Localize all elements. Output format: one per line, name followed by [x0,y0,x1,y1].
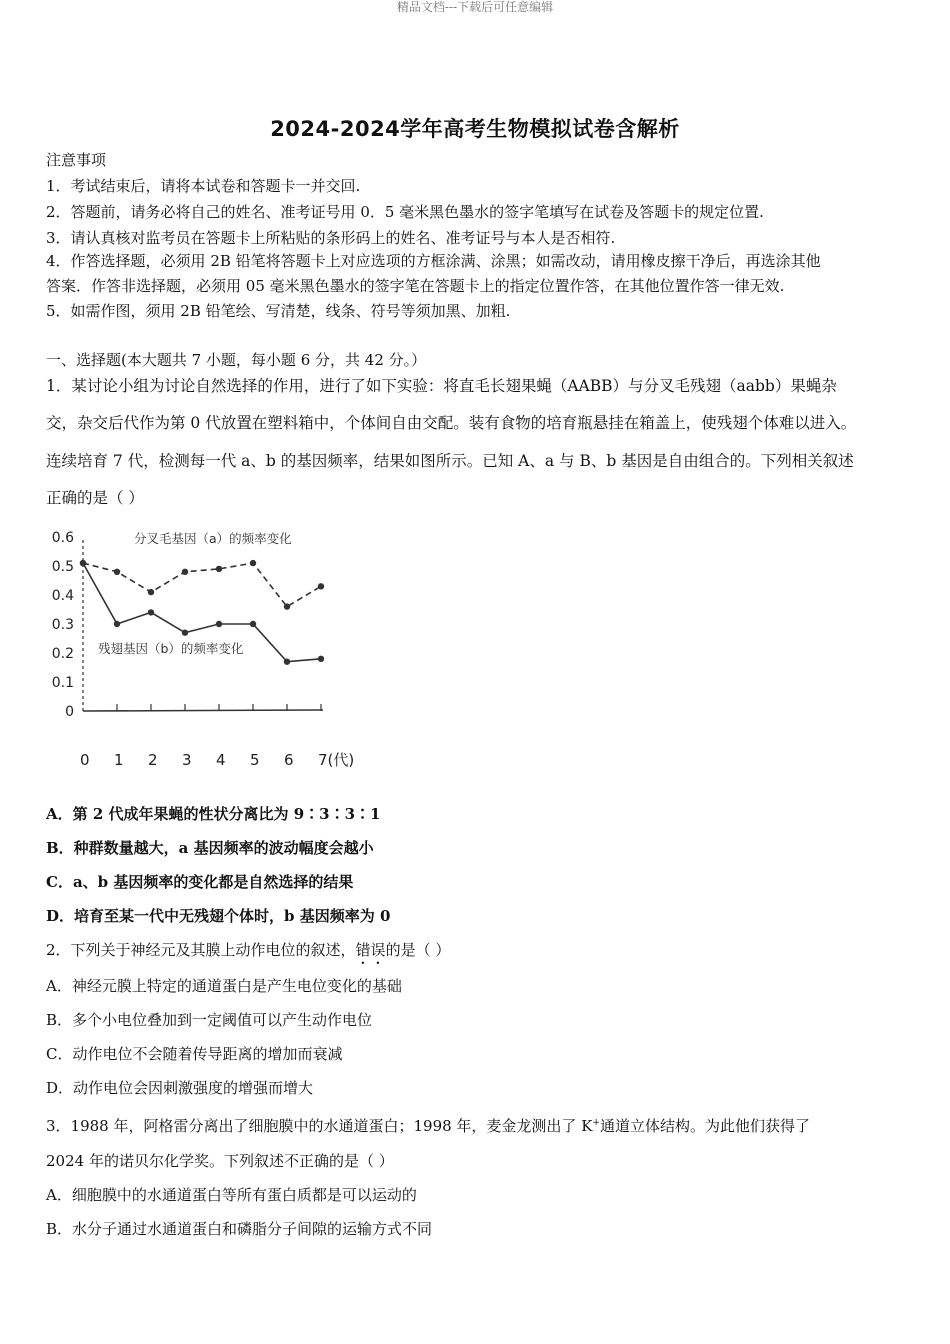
q3-stem-text: 3．1988 年，阿格雷分离出了细胞膜中的水通道蛋白；1998 年，麦金龙测出了 K [46,1117,593,1135]
y-tick-label: 0.3 [51,617,74,633]
q3-stem-line1 [46,1113,810,1136]
y-tick-label: 0.1 [51,675,74,691]
x-tick-label: 1 [114,751,124,769]
notice-heading: 注意事项 [46,151,107,169]
x-tick-label: 6 [284,751,294,769]
x-tick-label: 7(代) [318,751,355,769]
x-tick-label: 3 [182,751,192,769]
series-b-point [148,609,154,615]
series-a-point [182,569,188,575]
notice-item: 5．如需作图，须用 2B 铅笔绘、写清楚，线条、符号等须加黑、加粗. [46,302,511,320]
series-a-point [216,566,222,572]
chart-labels [52,530,355,769]
x-tick-label: 5 [250,751,260,769]
x-tick-label: 2 [148,751,158,769]
section-heading: 一、选择题(本大题共 7 小题，每小题 6 分，共 42 分。） [46,351,427,369]
q3-stem-line2: 2024 年的诺贝尔化学奖。下列叙述不正确的是（ ） [46,1152,394,1170]
series-b-point [318,656,324,662]
header-note: 精品文档---下载后可任意编辑 [396,0,554,14]
series-b-point [80,560,86,566]
notice-item: 答案．作答非选择题，必须用 05 毫米黑色墨水的签字笔在答题卡上的指定位置作答，在其他位置作答一律无效. [46,277,785,295]
q3-option-b: B．水分子通过水通道蛋白和磷脂分子间隙的运输方式不同 [46,1220,433,1238]
series-b-point [216,621,222,627]
q1-option-b: B．种群数量越大，a 基因频率的波动幅度会越小 [46,839,374,857]
q3-stem-text-end: 通道立体结构。为此他们获得了 [599,1117,810,1135]
series-a-point [114,569,120,575]
series-b-point [114,621,120,627]
x-tick-label: 4 [216,751,226,769]
q1-stem-line: 交，杂交后代作为第 0 代放置在塑料箱中，个体间自由交配。装有食物的培育瓶悬挂在箱盖上，使残翅个体难以进入。 [46,414,857,432]
y-tick-label: 0.2 [51,646,74,662]
q1-option-a: A．第 2 代成年果蝇的性状分离比为 9∶3∶3∶1 [46,805,381,823]
y-tick-label: 0.5 [51,559,74,575]
q2-stem-text: 2．下列关于神经元及其膜上动作电位的叙述， [46,941,356,959]
notice-item: 1．考试结束后，请将本试卷和答题卡一并交回. [46,177,361,195]
q3-superscript: + [592,1118,600,1128]
series-a-point [318,583,324,589]
q2-stem-emphasis: 错误 [355,941,386,959]
page-title: 2024-2024学年高考生物模拟试卷含解析 [270,117,680,141]
q2-stem [46,940,450,968]
q2-option-b: B．多个小电位叠加到一定阈值可以产生动作电位 [46,1011,373,1029]
series-a-point [284,603,290,609]
series-b-point [250,621,256,627]
x-tick-label: 0 [80,751,90,769]
y-tick-label: 0.6 [51,530,74,546]
series-a-point [250,560,256,566]
q1-option-c: C．a、b 基因频率的变化都是自然选择的结果 [46,873,354,891]
q1-stem-line: 1．某讨论小组为讨论自然选择的作用，进行了如下实验：将直毛长翅果蝇（AABB）与分叉毛残翅（aabb）果蝇杂 [46,377,837,395]
series-a-label: 分叉毛基因（a）的频率变化 [134,531,292,546]
q2-option-a: A．神经元膜上特定的通道蛋白是产生电位变化的基础 [46,977,402,995]
q1-option-d: D．培育至某一代中无残翅个体时，b 基因频率为 0 [46,907,391,925]
series-b-point [284,659,290,665]
q2-option-d: D．动作电位会因刺激强度的增强而增大 [46,1079,314,1097]
notice-item: 3．请认真核对监考员在答题卡上所粘贴的条形码上的姓名、准考证号与本人是否相符. [46,229,616,247]
q2-stem-text-end: 的是（ ） [385,941,451,959]
q1-stem-line: 连续培育 7 代，检测每一代 a、b 的基因频率，结果如图所示。已知 A、a 与 B、b 基因是自由组合的。下列相关叙述 [46,452,854,470]
q3-option-a: A．细胞膜中的水通道蛋白等所有蛋白质都是可以运动的 [46,1186,417,1204]
notice-item: 4．作答选择题，必须用 2B 铅笔将答题卡上对应选项的方框涂满、涂黑；如需改动，请用橡皮擦干净后，再选涂其他 [46,252,821,270]
notice-item: 2．答题前，请务必将自己的姓名、准考证号用 0．5 毫米黑色墨水的签字笔填写在试卷及答题卡的规定位置. [46,203,764,221]
series-a-point [148,589,154,595]
q1-stem-line: 正确的是（ ） [46,489,144,507]
y-tick-label: 0.4 [51,588,74,604]
series-b-label: 残翅基因（b）的频率变化 [98,641,244,656]
q2-option-c: C．动作电位不会随着传导距离的增加而衰减 [46,1045,343,1063]
gene-frequency-chart [46,520,366,780]
series-b-point [182,630,188,636]
y-tick-label: 0 [65,704,74,720]
